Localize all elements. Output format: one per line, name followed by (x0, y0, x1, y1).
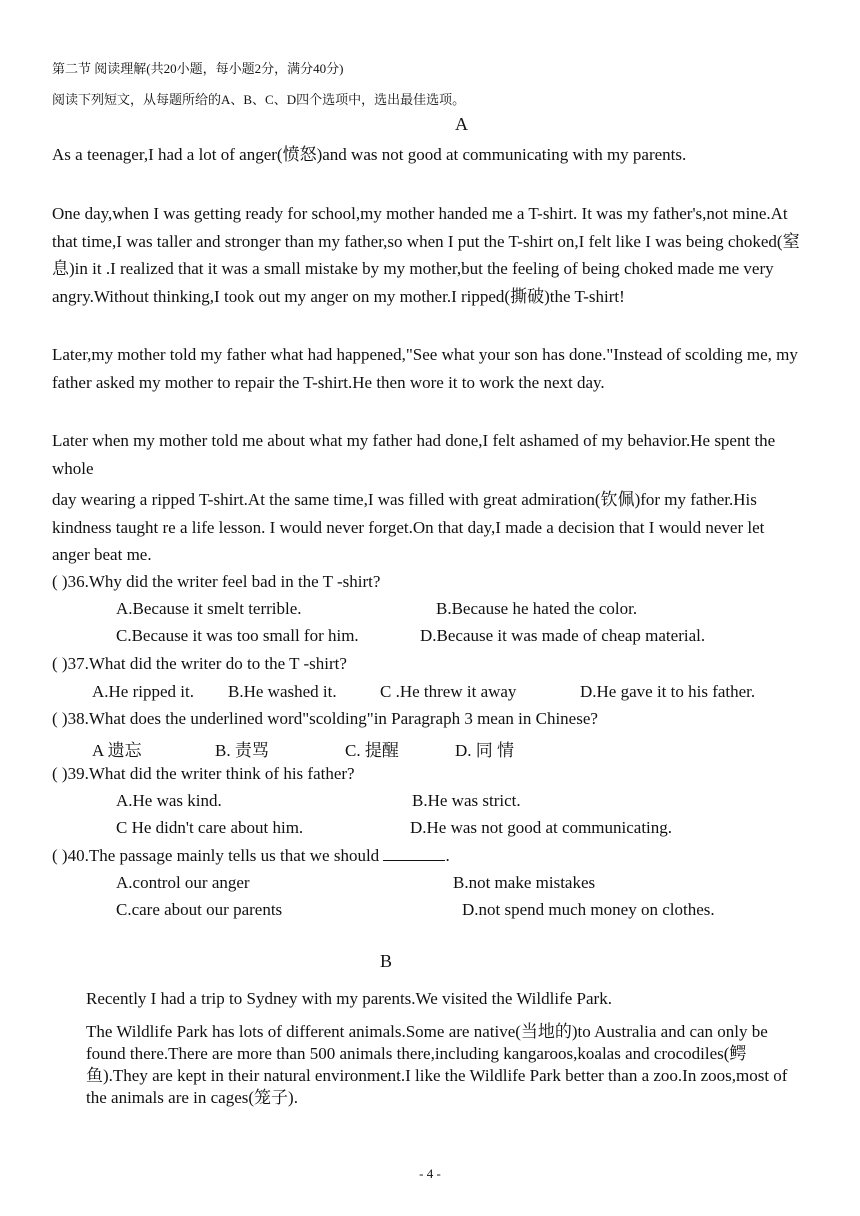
option-d: D.He was not good at communicating. (410, 818, 673, 837)
option-a: A.He was kind. (116, 791, 222, 810)
question-stem-line (52, 846, 450, 866)
option-d: D.not spend much money on clothes. (462, 900, 715, 919)
option-c: C .He threw it away (380, 682, 517, 701)
passage-b-paragraph-2: The Wildlife Park has lots of different animals.Some are native(当地的)to Australia and can only be found there.There are more than 500 animals there,including kangaroos,koalas and crocodiles(鳄鱼).They are kept in their natural environment.I like the Wildlife Park better than a zoo.In zoos,most of the animals are in cages(笼子). (86, 1022, 788, 1107)
question-stem: ( )38.What does the underlined word"scolding"in Paragraph 3 mean in Chinese? (52, 709, 598, 728)
question-stem-end: . (445, 846, 450, 865)
option-a: A.Because it smelt terrible. (116, 599, 302, 618)
question-stem: ( )40.The passage mainly tells us that we should (52, 846, 380, 865)
option-b: B. 责骂 (215, 741, 269, 760)
answer-blank (383, 846, 445, 861)
option-b: B.Because he hated the color. (436, 599, 638, 618)
option-d: D.Because it was made of cheap material. (420, 626, 706, 645)
passage-a-paragraph-1: As a teenager,I had a lot of anger(愤怒)and was not good at communicating with my parents. (52, 145, 687, 164)
option-b: B.He was strict. (412, 791, 521, 810)
passage-a-paragraph-2: One day,when I was getting ready for school,my mother handed me a T-shirt. It was my father's,not mine.At that time,I was taller and stronger than my father,so when I put the T-shirt on,I felt like I was being choked(窒息)in it .I realized that it was a small mistake by my mother,but the feeling of being choked made me very angry.Without thinking,I took out my anger on my mother.I ripped(撕破)the T-shirt! (52, 204, 800, 306)
option-c: C. 提醒 (345, 741, 399, 760)
option-c: C He didn't care about him. (116, 818, 304, 837)
section-heading: 第二节 阅读理解(共20小题，每小题2分，满分40分) (52, 61, 344, 76)
section-instruction: 阅读下列短文，从每题所给的A、B、C、D四个选项中，选出最佳选项。 (52, 92, 466, 107)
passage-a-paragraph-5: day wearing a ripped T-shirt.At the same time,I was filled with great admiration(钦佩)for my father.His kindness taught re a life lesson. I would never forget.On that day,I made a decision that I would never let anger beat me. (52, 490, 765, 564)
passage-b-title: B (380, 951, 393, 971)
option-a: A.He ripped it. (92, 682, 194, 701)
passage-a-title: A (455, 114, 468, 134)
option-c: C.care about our parents (116, 900, 283, 919)
passage-a-paragraph-3: Later,my mother told my father what had happened,"See what your son has done."Instead of scolding me, my father asked my mother to repair the T-shirt.He then wore it to work the next day. (52, 345, 798, 392)
question-stem: ( )39.What did the writer think of his father? (52, 764, 355, 783)
option-d: D. 同 情 (455, 741, 515, 760)
passage-a-paragraph-4: Later when my mother told me about what my father had done,I felt ashamed of my behavior.He spent the whole (52, 431, 776, 478)
option-b: B.not make mistakes (453, 873, 596, 892)
passage-b-paragraph-1: Recently I had a trip to Sydney with my parents.We visited the Wildlife Park. (86, 989, 612, 1008)
option-b: B.He washed it. (228, 682, 337, 701)
option-a: A 遗忘 (92, 741, 142, 760)
question-stem: ( )37.What did the writer do to the T -shirt? (52, 654, 347, 673)
option-d: D.He gave it to his father. (580, 682, 756, 701)
question-stem: ( )36.Why did the writer feel bad in the T -shirt? (52, 572, 381, 591)
page-number: - 4 - (419, 1166, 441, 1181)
option-c: C.Because it was too small for him. (116, 626, 359, 645)
option-a: A.control our anger (116, 873, 250, 892)
